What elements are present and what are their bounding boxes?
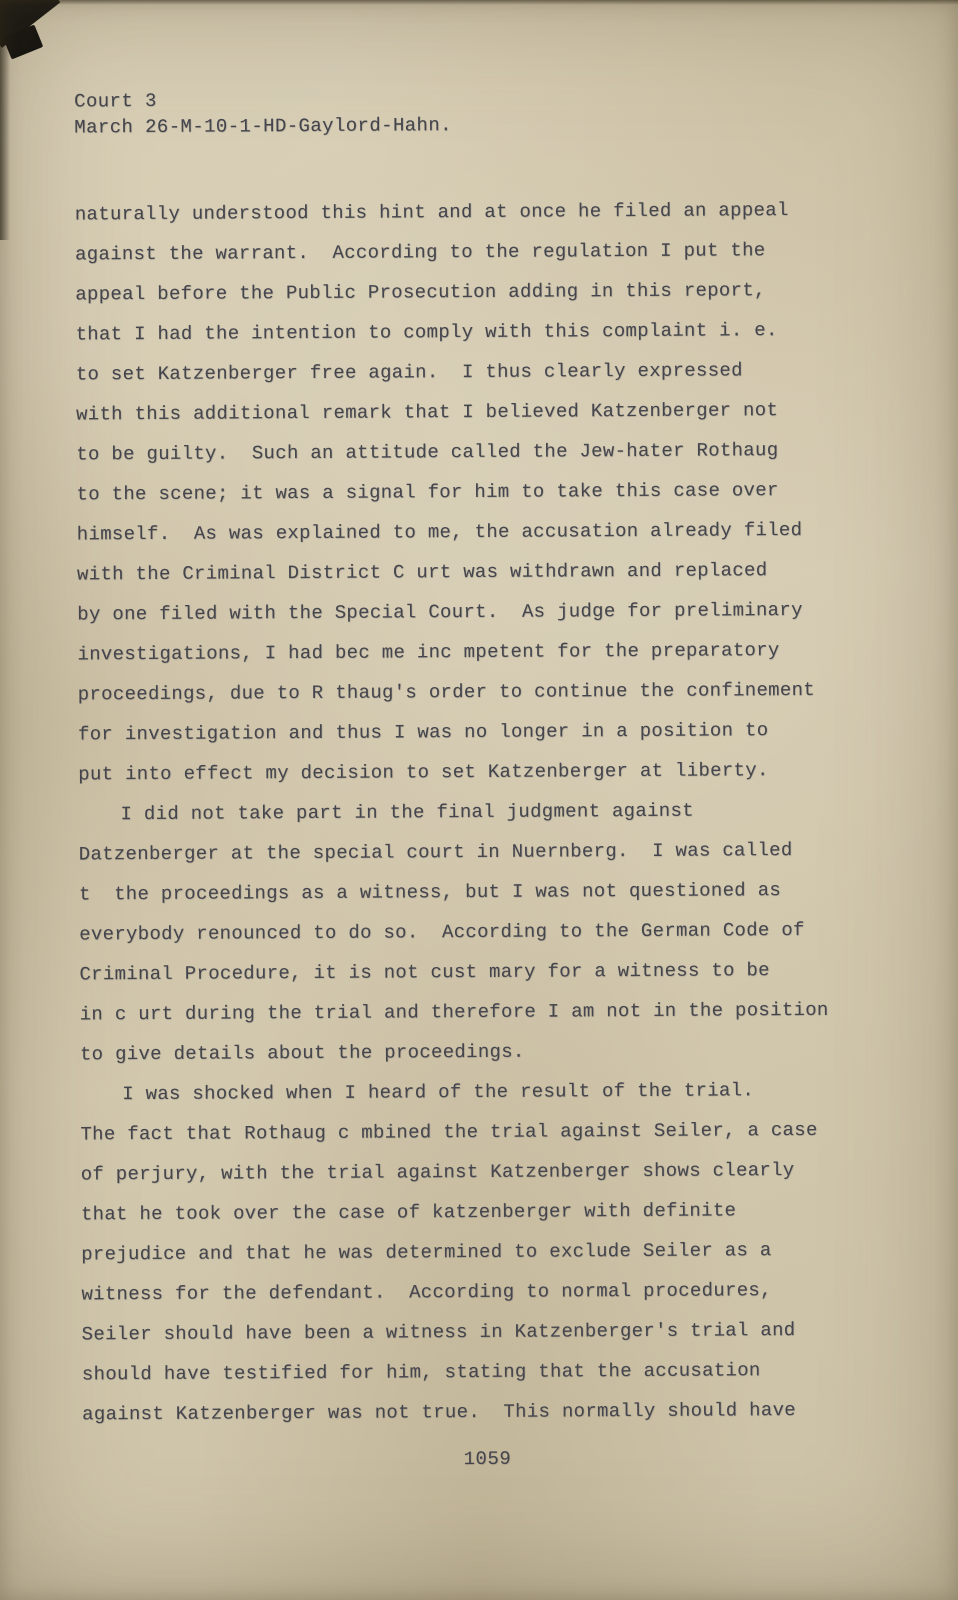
text-line: Criminal Procedure, it is not cust mary for a witness to be: [79, 959, 770, 986]
text-line: t the proceedings as a witness, but I was not questioned as: [78, 879, 782, 906]
text-line: himself. As was explained to me, the accusation already filed: [76, 519, 803, 546]
text-line: against the warrant. According to the regulation I put the: [74, 239, 766, 266]
case-reference: March 26-M-10-1-HD-Gaylord-Hahn.: [74, 114, 453, 139]
text-line: naturally understood this hint and at once he filed an appeal: [74, 199, 789, 226]
text-line: by one filed with the Special Court. As judge for preliminary: [77, 599, 803, 626]
text-line: in c urt during the trial and therefore I am not in the position: [79, 998, 829, 1026]
text-line: should have testified for him, stating that the accusation: [81, 1359, 761, 1386]
document-header: [74, 84, 884, 141]
text-line: to the scene; it was a signal for him to take this case over: [76, 479, 779, 506]
page-footer: [82, 1445, 892, 1472]
paragraph: [75, 190, 889, 795]
paragraph: [80, 1069, 892, 1434]
document-body: [75, 190, 893, 1435]
text-line: that he took over the case of katzenberger with definite: [80, 1199, 737, 1226]
text-line: to be guilty. Such an attitude called the Jew-hater Rothaug: [76, 439, 779, 466]
text-line: Datzenberger at the special court in Nuernberg. I was called: [78, 839, 793, 866]
text-line: witness for the defendant. According to normal procedures,: [81, 1279, 772, 1306]
text-line: with this additional remark that I believed Katzenberger not: [75, 399, 779, 426]
text-line: to give details about the proceedings.: [79, 1040, 525, 1066]
court-heading: Court 3: [74, 89, 157, 113]
text-line: of perjury, with the trial against Katzenberger shows clearly: [80, 1159, 795, 1186]
text-line: appeal before the Public Prosecution adding in this report,: [75, 279, 766, 306]
text-line: Seiler should have been a witness in Katzenberger's trial and: [81, 1319, 796, 1346]
text-line: everybody renounced to do so. According to the German Code of: [79, 919, 805, 946]
text-line: that I had the intention to comply with this complaint i. e.: [75, 319, 778, 346]
text-line: put into effect my decision to set Katzenberger at liberty.: [78, 759, 769, 786]
text-line: I was shocked when I heard of the result of the trial.: [122, 1079, 755, 1106]
text-line: The fact that Rothaug c mbined the trial against Seiler, a case: [80, 1118, 818, 1146]
text-line: with the Criminal District C urt was withdrawn and replaced: [76, 559, 768, 586]
text-line: I did not take part in the final judgment against: [120, 799, 694, 826]
text-line: to set Katzenberger free again. I thus clearly expressed: [75, 359, 743, 386]
page-number: 1059: [463, 1447, 512, 1471]
text-line: for investigation and thus I was no longer in a position to: [77, 719, 769, 746]
paragraph: [78, 790, 890, 1075]
text-line: against Katzenberger was not true. This normally should have: [82, 1399, 797, 1426]
text-line: prejudice and that he was determined to exclude Seiler as a: [81, 1239, 772, 1266]
text-line: proceedings, due to R thaug's order to continue the confinement: [77, 678, 816, 706]
text-line: investigations, I had bec me inc mpetent for the preparatory: [77, 639, 780, 666]
